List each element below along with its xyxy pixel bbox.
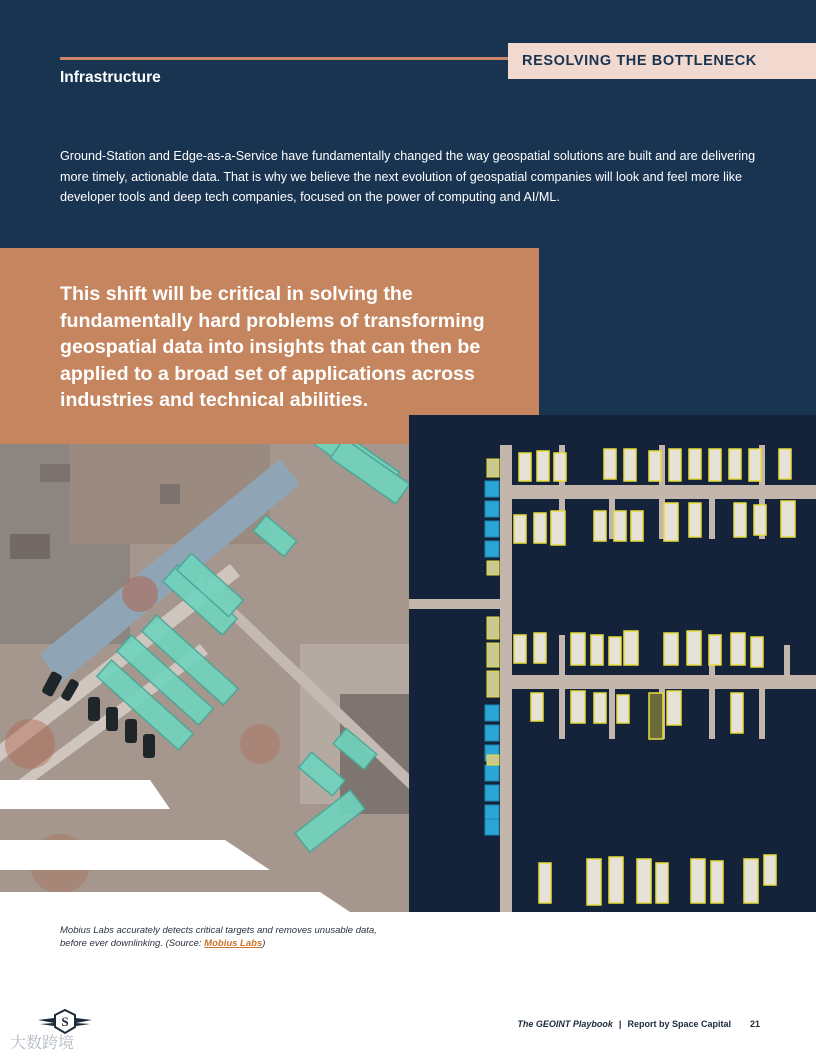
publication-title: The GEOINT Playbook [517,1019,613,1029]
section-tag: RESOLVING THE BOTTLENECK [508,43,816,79]
footer-separator: | [618,1019,622,1029]
pull-quote-text: This shift will be critical in solving the fundamentally hard problems of transforming geospatial data into insights that can then be applied to a broad set of applications across industries and technical abilities. [60,283,485,411]
aerial-image-marina [409,415,816,912]
watermark: 大数跨境 [10,1033,75,1052]
section-title: Infrastructure [60,69,161,86]
marina-scene [409,415,816,912]
parking-lot-scene [0,444,409,912]
caption-end: ) [262,937,266,949]
page-number: 21 [749,1019,760,1029]
source-link[interactable]: Mobius Labs [204,937,263,949]
header-rule [60,57,512,60]
footer [517,1019,760,1029]
svg-text:S: S [61,1014,69,1029]
figure-caption [60,925,390,950]
byline: Report by Space Capital [627,1019,731,1029]
body-paragraph: Ground-Station and Edge-as-a-Service have fundamentally changed the way geospatial solutions are built and are delivering more timely, actionable data. That is why we believe the next evolution of geospatial companies will look and feel more like developer tools and deep tech companies, focused on the power of computing and AI/ML. [60,149,756,204]
caption-text: Mobius Labs accurately detects critical targets and removes unusable data, before ever downlinking. (Source: [60,925,377,949]
aerial-image-parking [0,444,409,912]
